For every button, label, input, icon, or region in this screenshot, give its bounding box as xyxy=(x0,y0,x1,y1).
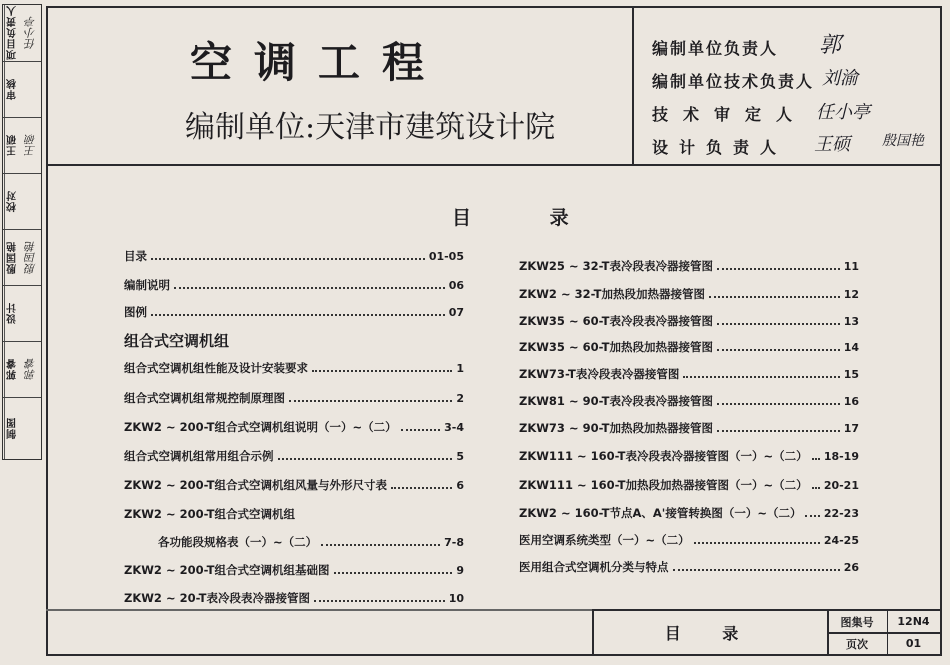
toc-entry-page: 06 xyxy=(448,279,464,292)
signature-mark xyxy=(21,62,41,117)
page-number-value: 01 xyxy=(905,637,922,650)
toc-entry[interactable] xyxy=(124,448,464,466)
toc-entry-label: 组合式空调机组常规控制原理图 xyxy=(124,391,285,405)
toc-entry[interactable] xyxy=(519,339,859,357)
toc-entry-label: ZKW2 ~ 200-T组合式空调机组风量与外形尺寸表 xyxy=(124,478,388,492)
toc-entry-label: ZKW2 ~ 200-T组合式空调机组说明（一）~（二） xyxy=(124,420,397,434)
toc-entry[interactable] xyxy=(124,590,464,608)
toc-entry-page: 3-4 xyxy=(444,421,464,434)
toc-entry-page: 13 xyxy=(843,315,859,328)
toc-entry[interactable] xyxy=(519,258,859,276)
toc-entry-page: 6 xyxy=(456,479,464,492)
bottom-divider xyxy=(46,609,594,611)
toc-entry-page: 7-8 xyxy=(444,536,464,549)
header-divider xyxy=(46,164,634,166)
toc-entry[interactable] xyxy=(124,562,464,580)
section-heading: 组合式空调机组 xyxy=(124,332,230,350)
toc-entry[interactable] xyxy=(124,277,464,295)
toc-entry-page: 18-19 xyxy=(823,450,859,463)
toc-entry[interactable] xyxy=(124,248,464,266)
toc-entry-page: 10 xyxy=(448,592,464,605)
dot-leader xyxy=(312,370,452,372)
toc-entry-label: ZKW25 ~ 32-T表冷段表冷器接管图 xyxy=(519,259,714,273)
dot-leader xyxy=(812,458,820,460)
responsibility-role: 设计负责人 xyxy=(652,138,788,157)
toc-entry-page: 15 xyxy=(843,368,859,381)
signoff-role: 校对 xyxy=(4,174,21,229)
toc-entry[interactable] xyxy=(124,506,464,524)
toc-entry-label: ZKW81 ~ 90-T表冷段表冷器接管图 xyxy=(519,394,714,408)
toc-entry-label: 组合式空调机组常用组合示例 xyxy=(124,449,274,463)
toc-entry-page: 14 xyxy=(843,341,859,354)
toc-entry[interactable] xyxy=(519,286,859,304)
toc-entry-page: 12 xyxy=(843,288,859,301)
responsibility-box xyxy=(632,6,942,166)
toc-entry[interactable] xyxy=(124,477,464,495)
signature-mark xyxy=(21,286,41,341)
dot-leader xyxy=(717,403,840,405)
signoff-role: 制图 xyxy=(4,398,21,459)
signoff-role: 郭睿 xyxy=(4,342,21,397)
responsibility-role: 编制单位技术负责人 xyxy=(652,72,815,91)
toc-entry-page: 20-21 xyxy=(823,479,859,492)
toc-entry[interactable] xyxy=(124,304,464,322)
toc-entry[interactable] xyxy=(519,477,859,495)
page-number-label: 页次 xyxy=(827,633,888,654)
dot-leader xyxy=(321,544,440,546)
signature-mark: 殷国艳 xyxy=(24,241,37,274)
signoff-role: 项目负责人 xyxy=(4,5,21,61)
atlas-number-value: 12N4 xyxy=(897,615,930,628)
signoff-cell xyxy=(3,61,41,117)
toc-entry-page: 07 xyxy=(448,306,464,319)
signoff-cell xyxy=(3,397,41,459)
dot-leader xyxy=(717,349,840,351)
toc-entry-page: 2 xyxy=(456,392,464,405)
signoff-role: 王硕 xyxy=(4,118,21,173)
toc-entry-page: 11 xyxy=(843,260,859,273)
dot-leader xyxy=(673,569,840,571)
signoff-cell xyxy=(3,285,41,341)
toc-entry-label: ZKW2 ~ 200-T组合式空调机组 xyxy=(124,507,296,521)
dot-leader xyxy=(694,542,820,544)
toc-entry[interactable] xyxy=(158,534,464,552)
signoff-cell xyxy=(3,173,41,229)
toc-heading-text: 目 录 xyxy=(452,207,605,229)
atlas-number-label: 图集号 xyxy=(827,611,888,632)
toc-entry[interactable] xyxy=(519,559,859,577)
page-subtitle: 编制单位:天津市建筑设计院 xyxy=(185,110,556,145)
dot-leader xyxy=(717,323,840,325)
toc-entry[interactable] xyxy=(519,393,859,411)
toc-entry[interactable] xyxy=(519,366,859,384)
page-title: 空调工程 xyxy=(190,38,447,87)
signoff-cell xyxy=(3,341,41,397)
signoff-role: 殷国艳 xyxy=(4,230,21,285)
signoff-role: 审核 xyxy=(4,62,21,117)
signoff-cell xyxy=(3,229,41,285)
responsibility-role: 技术审定人 xyxy=(652,105,808,124)
signature-mark: 郭睿 xyxy=(24,358,37,381)
dot-leader xyxy=(717,268,840,270)
title-block-name: 目 录 xyxy=(594,611,829,654)
toc-entry[interactable] xyxy=(519,313,859,331)
toc-entry[interactable] xyxy=(519,532,859,550)
toc-entry-label: ZKW2 ~ 32-T加热段加热器接管图 xyxy=(519,287,706,301)
toc-entry-label: 编制说明 xyxy=(124,278,170,292)
toc-entry[interactable] xyxy=(124,390,464,408)
toc-entry-label: ZKW35 ~ 60-T加热段加热器接管图 xyxy=(519,340,714,354)
toc-entry[interactable] xyxy=(519,420,859,438)
dot-leader xyxy=(278,458,453,460)
dot-leader xyxy=(314,600,445,602)
signature-mark xyxy=(21,398,41,459)
toc-entry-label: ZKW73-T表冷段表冷器接管图 xyxy=(519,367,680,381)
title-block xyxy=(592,609,942,656)
signature-mark: 殷国艳 xyxy=(882,133,924,149)
toc-entry-page: 1 xyxy=(456,362,464,375)
dot-leader xyxy=(174,287,445,289)
dot-leader xyxy=(401,429,440,431)
dot-leader xyxy=(717,430,840,432)
toc-entry-page: 5 xyxy=(456,450,464,463)
signoff-cell xyxy=(3,117,41,173)
toc-entry-page: 16 xyxy=(843,395,859,408)
signature-mark: 王硕 xyxy=(814,134,850,155)
toc-entry[interactable] xyxy=(124,419,464,437)
toc-entry-label: 组合式空调机组性能及设计安装要求 xyxy=(124,361,308,375)
toc-entry-page: 17 xyxy=(843,422,859,435)
toc-entry-label: ZKW2 ~ 20-T表冷段表冷器接管图 xyxy=(124,591,311,605)
dot-leader xyxy=(805,515,819,517)
dot-leader xyxy=(709,296,840,298)
dot-leader xyxy=(289,400,452,402)
toc-entry-label: ZKW35 ~ 60-T表冷段表冷器接管图 xyxy=(519,314,714,328)
toc-entry-page: 01-05 xyxy=(428,250,464,263)
signature-mark: 任小亭 xyxy=(24,16,37,50)
signoff-cell xyxy=(3,5,41,61)
toc-entry-label: ZKW111 ~ 160-T加热段加热器接管图（一）~（二） xyxy=(519,478,808,492)
signature-mark: 刘渝 xyxy=(822,68,858,89)
toc-entry-label: ZKW2 ~ 160-T节点A、A'接管转换图（一）~（二） xyxy=(519,506,802,520)
toc-entry[interactable] xyxy=(519,505,859,523)
toc-entry-page: 24-25 xyxy=(823,534,859,547)
signature-mark: 王硕 xyxy=(24,134,37,157)
toc-entry-page: 9 xyxy=(456,564,464,577)
toc-entry-label: 各功能段规格表（一）~（二） xyxy=(158,535,318,549)
dot-leader xyxy=(151,314,445,316)
toc-entry[interactable] xyxy=(519,448,859,466)
signoff-role: 设计 xyxy=(4,286,21,341)
toc-entry-page: 26 xyxy=(843,561,859,574)
signoff-strip xyxy=(2,4,42,460)
signature-mark: 郭 xyxy=(819,33,842,58)
dot-leader xyxy=(683,376,839,378)
signature-mark: 任小亭 xyxy=(816,102,870,123)
toc-heading xyxy=(452,203,605,230)
toc-entry-label: ZKW111 ~ 160-T表冷段表冷器接管图（一）~（二） xyxy=(519,449,808,463)
toc-entry-label: 医用空调系统类型（一）~（二） xyxy=(519,533,690,547)
toc-entry-label: ZKW2 ~ 200-T组合式空调机组基础图 xyxy=(124,563,330,577)
toc-entry[interactable] xyxy=(124,360,464,378)
toc-entry-label: 图例 xyxy=(124,305,147,319)
toc-entry-label: ZKW73 ~ 90-T加热段加热器接管图 xyxy=(519,421,714,435)
dot-leader xyxy=(391,487,452,489)
dot-leader xyxy=(334,572,453,574)
toc-entry-label: 目录 xyxy=(124,249,147,263)
responsibility-role: 编制单位负责人 xyxy=(652,39,779,58)
toc-entry-label: 医用组合式空调机分类与特点 xyxy=(519,560,669,574)
dot-leader xyxy=(151,258,425,260)
dot-leader xyxy=(812,487,820,489)
toc-entry-page: 22-23 xyxy=(823,507,859,520)
signature-mark xyxy=(21,174,41,229)
